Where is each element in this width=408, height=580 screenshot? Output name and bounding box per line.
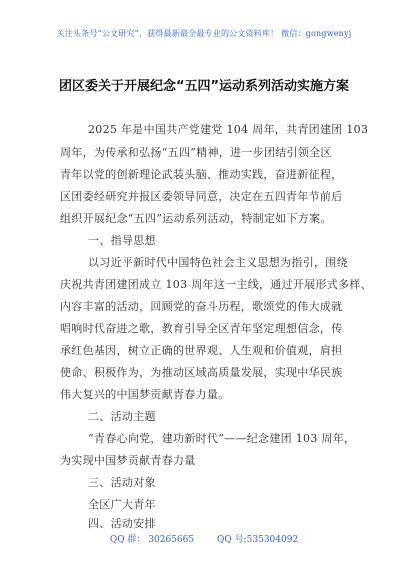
document-title: 团区委关于开展纪念“五四”运动系列活动实施方案 bbox=[58, 79, 350, 94]
section4-heading: 四、活动安排 bbox=[88, 517, 156, 530]
header-banner: 关注头条号“公文研究”，获得最新最全最专业的公文资料库！ 微信：gongwenyj bbox=[56, 29, 352, 38]
section1-line-2: 庆祝共青团建团成立 103 周年这一主线，通过开展形式多样、 bbox=[60, 278, 372, 291]
section2-heading: 二、活动主题 bbox=[88, 410, 156, 423]
footer-banner bbox=[0, 532, 408, 545]
footer-qq: QQ 号:535304092 bbox=[216, 535, 299, 545]
section1-line-4: 唱响时代奋进之歌，教育引导全区青年坚定理想信念，传 bbox=[60, 322, 343, 335]
intro-line-2: 周年，为传承和弘扬“五四”精神，进一步团结引领全区 bbox=[60, 146, 332, 159]
section1-line-1: 以习近平新时代中国特色社会主义思想为指引，围绕 bbox=[88, 256, 348, 269]
footer-qq-group: QQ 群： 30265665 bbox=[109, 535, 195, 545]
section1-line-6: 使命、积极作为，为推动区域高质量发展，实现中华民族 bbox=[60, 366, 343, 379]
section1-heading: 一、指导思想 bbox=[88, 234, 156, 247]
section3-heading: 三、活动对象 bbox=[88, 476, 156, 489]
section1-line-5: 承红色基因，树立正确的世界观、人生观和价值观，肩担 bbox=[60, 344, 343, 357]
section2-line-1: “青春心向党，建功新时代”——纪念建团 103 周年， bbox=[88, 432, 356, 445]
section1-line-7: 伟大复兴的中国梦贡献青春力量。 bbox=[60, 388, 230, 401]
section1-line-3: 内容丰富的活动，回顾党的奋斗历程，歌颂党的伟大成就 bbox=[60, 300, 343, 313]
intro-line-1: 2025 年是中国共产党建党 104 周年，共青团建团 103 bbox=[88, 123, 369, 136]
section2-line-2: 为实现中国梦贡献青春力量 bbox=[60, 454, 196, 467]
intro-line-4: 区团委经研究并报区委领导同意，决定在五四青年节前后 bbox=[60, 190, 343, 203]
intro-line-3: 青年以党的创新理论武装头脑、推动实践，奋进新征程， bbox=[60, 168, 343, 181]
intro-line-5: 组织开展纪念“五四”运动系列活动，特制定如下方案。 bbox=[60, 212, 332, 225]
section3-text: 全区广大青年 bbox=[88, 498, 156, 511]
